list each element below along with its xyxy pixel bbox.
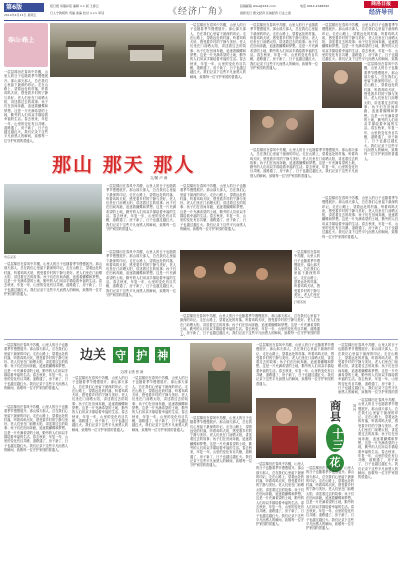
page-date: 2014年4月11日 星期五 <box>4 13 37 17</box>
page-number-badge <box>4 3 44 12</box>
article2-column-b: 一层层梯田在春风中苏醒，山里人的日子也随着季节慢慢展开。那山那天那人，总在我们心里留下最深的印记。走在山路上，望着远处的村落，听着鸡鸣犬吠，感受着乡村的宁静与美好。老人们坐在门前晒太阳，讲述着过去的故事；孩子们在田间奔跑，追逐着蝴蝶和梦想。这是一片充满希望的土地，勤劳的人们用双手描绘着幸福的生活。春去秋来，年复一年，山里的变化有目共睹，道路通了，房子新了，日子也越过越红火。我们记录下这些平凡而感人的瞬间，致敬每一位守护家园的普通人。 <box>4 405 68 452</box>
newspaper-logo <box>364 1 398 18</box>
article2-column-a: 一层层梯田在春风中苏醒，山里人的日子也随着季节慢慢展开。那山那天那人，总在我们心里留下最深的印记。走在山路上，望着远处的村落，听着鸡鸣犬吠，感受着乡村的宁静与美好。老人们坐在门前晒太阳，讲述着过去的故事；孩子们在田间奔跑，追逐着蝴蝶和梦想。这是一片充满希望的土地，勤劳的人们用双手描绘着幸福的生活。春去秋来，年复一年，山里的变化有目共睹，道路通了，房子新了，日子也越过越红火。我们记录下这些平凡而感人的瞬间，致敬每一位守护家园的普通人。 <box>4 343 68 390</box>
section-title: 《经济广角》 <box>168 7 229 17</box>
inset-label: 春山·路上 <box>8 37 35 44</box>
article2-column-c: 一层层梯田在春风中苏醒，山里人的日子也随着季节慢慢展开。那山那天那人，总在我们心里留下最深的印记。走在山路上，望着远处的村落，听着鸡鸣犬吠，感受着乡村的宁静与美好。老人们坐在门前晒太阳，讲述着过去的故事；孩子们在田间奔跑，追逐着蝴蝶和梦想。这是一片充满希望的土地，勤劳的人们用双手描绘着幸福的生活。春去秋来，年复一年，山里的变化有目共睹，道路通了，房子新了，日子也越过越红火。我们记录下这些平凡而感人的瞬间，致敬每一位守护家园的普通人。 <box>72 376 128 432</box>
headline-part-d: 神 <box>157 349 169 362</box>
logo-top: 商洛日报 <box>364 1 398 8</box>
header-rule <box>4 20 398 21</box>
article3-column-b: 一层层梯田在春风中苏醒，山里人的日子也随着季节慢慢展开。那山那天那人，总在我们心里留下最深的印记。走在山路上，望着远处的村落，听着鸡鸣犬吠，感受着乡村的宁静与美好。老人们坐在门前晒太阳，讲述着过去的故事；孩子们在田间奔跑，追逐着蝴蝶和梦想。这是一片充满希望的土地，勤劳的人们用双手描绘着幸福的生活。春去秋来，年复一年，山里的变化有目共睹，道路通了，房子新了，日子也越过越红火。我们记录下这些平凡而感人的瞬间，致敬每一位守护家园的普 <box>338 343 398 395</box>
headline-part-a: 边关 <box>80 348 107 363</box>
grandparents-photo <box>322 62 362 108</box>
elderly-couple-photo <box>250 110 314 144</box>
article1-column-b: 一层层梯田在春风中苏醒，山里人的日子也随着季节慢慢展开。那山那天那人，总在我们心里留下最深的印记。走在山路上，望着远处的村落，听着鸡鸣犬吠，感受着乡村的宁静与美好。老人们坐在门前晒太阳，讲述着过去的故事；孩子们在田间奔跑，追逐着蝴蝶和梦想。这是一片充满希望的土地，勤劳的人们用双手描绘着幸福的生活。春去秋来，年复一年，山里的变化有目共睹，道路通了，房子新了，日子也越过越红火。我们记录下这些平凡而感人的瞬间，致敬每一位守护家园的普通人。 <box>190 23 246 79</box>
article2-byline: 文/图 记者 张 涛 <box>120 370 144 374</box>
headline3-part-a: 商县 <box>328 400 342 422</box>
field-photo <box>4 184 102 254</box>
article2-column-d: 一层层梯田在春风中苏醒，山里人的日子也随着季节慢慢展开。那山那天那人，总在我们心里留下最深的印记。走在山路上，望着远处的村落，听着鸡鸣犬吠，感受着乡村的宁静与美好。老人们坐在门前晒太阳，讲述着过去的故事；孩子们在田间奔跑，追逐着蝴蝶和梦想。这是一片充满希望的土地，勤劳的人们用双手描绘着幸福的生活。春去秋来，年复一年，山里的变化有目共睹，道路通了，房子新了，日子也越过越红火。我们记录下这些平凡而感人的瞬间，致敬每一位守护家园的普通人。 <box>132 376 188 432</box>
header-tagline: 最新发行 图文经济 区域经济 行业之窗 <box>240 11 291 15</box>
headline-part-c: 护 <box>136 349 148 362</box>
article1-column-j: 一层层梯田在春风中苏醒，山里人的日子也随着季节慢慢展开。那山那天那人，总在我们心里留下最深的印记。走在山路上，望着远处的村落，听着鸡鸣犬吠，感受着乡村的宁静与美好。老人们坐在门前晒太阳，讲述着过去的故事；孩子们在田间奔跑，追逐着蝴蝶和梦想。这是一片充满希望的土地，勤劳的人们用双手描绘着幸福的生活。春去秋来，年复一年，山里的变化有目共睹，道路通了，房子新了，日子也越过越红火。我们记录下这些平凡而感人的瞬间，致敬每一位守护家园的普通人。 <box>4 262 102 297</box>
article1-column-e: 一层层梯田在春风中苏醒，山里人的日子也随着季节慢慢展开。那山那天那人，总在我们心里留下最深的印记。走在山路上，望着远处的村落，听着鸡鸣犬吠，感受着乡村的宁静与美好。老人们坐在门前晒太阳，讲述着过去的故事；孩子们在田间奔跑，追逐着蝴蝶和梦想。这是一片充满希望的土地，勤劳的人们用双手描绘着幸福的生活。春去秋来，年复一年，山里的变化有目共睹，道路通了，房子新了，日子也越过越红火。我们记录下这些平凡而感人的瞬间，致敬每一位守护家园的普通人。 <box>364 62 398 161</box>
page-number: 第6版 <box>6 4 23 11</box>
right-meta-1: 投稿邮箱 shlsl@163.com <box>240 4 276 8</box>
left-meta-2: 行人宁韵相传 责编 美编 校对 ××× 审读 <box>50 11 105 15</box>
section-divider <box>4 339 398 340</box>
masthead <box>0 0 402 20</box>
headline3-part-b: 十三 <box>326 424 344 452</box>
article2-column-e: 一层层梯田在春风中苏醒，山里人的日子也随着季节慢慢展开。那山那天那人，总在我们心里留下最深的印记。走在山路上，望着远处的村落，听着鸡鸣犬吠，感受着乡村的宁静与美好。老人们坐在门前晒太阳，讲述着过去的故事；孩子们在田间奔跑，追逐着蝴蝶和梦想。这是一片充满希望的土地，勤劳的人们用双手描绘着幸福的生活。春去秋来，年复一年，山里的变化有目共睹，道路通了，房子新了，日子也越过越红火。我们记录下这些平凡而感人的瞬间，致敬每一位守护家园的普通人。 <box>190 416 252 468</box>
photo-caption-2: 打理茶园 <box>294 300 307 304</box>
inset-graphic <box>4 23 48 67</box>
village-photo <box>50 23 186 77</box>
article1-column-l: 一层层梯田在春风中苏醒，山里人的日子也随着季节慢慢展开。那山那天那人，总在我们心里留下最深的印记。走在山路上，望着远处的村落，听着鸡鸣犬吠，感受着乡村的宁静与美好。老人们坐在 <box>294 250 320 297</box>
article1-column-i: 一层层梯田在春风中苏醒，山里人的日子也随着季节慢慢展开。那山那天那人，总在我们心里留下最深的印记。走在山路上，望着远处的村落，听着鸡鸣犬吠，感受着乡村的宁静与美好。老人们坐在门前晒太阳，讲述着过去的故事；孩子们在田间奔跑，追逐着蝴蝶和梦想。这是一片充满希望的土地，勤劳的人们用双手描绘着幸福的生活。春去秋来，年复一年，山里的变化有目共睹，道路通了，房子新了，日子也越过越红火。我们记录下这些平凡而感人的瞬间，致敬每一位守护家园的普通人。 <box>322 196 398 239</box>
article1-column-h: 一层层梯田在春风中苏醒，山里人的日子也随着季节慢慢展开。那山那天那人，总在我们心里留下最深的印记。走在山路上，望着远处的村落，听着鸡鸣犬吠，感受着乡村的宁静与美好。老人们坐在门前晒太阳，讲述着过去的故事；孩子们在田间奔跑，追逐着蝴蝶和梦想。这是一片充满希望的土地，勤劳的人们用双手描绘着幸福的生活。春去秋来，年复一年，山里的变化有目共睹，道路通了，房子新了，日子也越过越红火。我们记录下这些平凡而感人的瞬间，致敬每一位守护家园的普通人。 <box>250 148 358 178</box>
family-indoor-photo <box>180 250 292 312</box>
photo-caption-1: 雪后采茶 <box>4 255 17 259</box>
right-meta-2: 电话 0914-2348292 <box>300 4 330 8</box>
article1-column-k: 一层层梯田在春风中苏醒，山里人的日子也随着季节慢慢展开。那山那天那人，总在我们心里留下最深的印记。走在山路上，望着远处的村落，听着鸡鸣犬吠，感受着乡村的宁静与美好。老人们坐在门前晒太阳，讲述着过去的故事；孩子们在田间奔跑，追逐着蝴蝶和梦想。这是一片充满希望的土地，勤劳的人们用双手描绘着幸福的生活。春去秋来，年复一年，山里的变化有目共睹，道路通了，房子新了，日子也越过越红火。我们记录下这些平凡而感人的瞬间，致敬每一位守护家园的普通人。 <box>106 250 176 297</box>
article1-column-f: 一层层梯田在春风中苏醒，山里人的日子也随着季节慢慢展开。那山那天那人，总在我们心里留下最深的印记。走在山路上，望着远处的村落，听着鸡鸣犬吠，感受着乡村的宁静与美好。老人们坐在门前晒太阳，讲述着过去的故事；孩子们在田间奔跑，追逐着蝴蝶和梦想。这是一片充满希望的土地，勤劳的人们用双手描绘着幸福的生活。春去秋来，年复一年，山里的变化有目共睹，道路通了，房子新了，日子也越过越红火。我们记录下这些平凡而感人的瞬间，致敬每一位守护家园的普通人。 <box>106 184 176 231</box>
article3-column-a: 一层层梯田在春风中苏醒，山里人的日子也随着季节慢慢展开。那山那天那人，总在我们心里留下最深的印记。走在山路上，望着远处的村落，听着鸡鸣犬吠，感受着乡村的宁静与美好。老人们坐在门前晒太阳，讲述着过去的故事；孩子们在田间奔跑，追逐着蝴蝶和梦想。这是一片充满希望的土地，勤劳的人们用双手描绘着幸福的生活。春去秋来，年复一年，山里的变化有目共睹，道路通了，房子新了，日子也越过越红火。我们记录下这些平凡而感人的瞬间，致敬每一位守护家园的普通人。 <box>256 343 334 386</box>
article3-column-c: 一层层梯田在春风中苏醒，山里人的日子也随着季节慢慢展开。那山那天那人，总在我们心里留下最深的印记。走在山路上，望着远处的村落，听着鸡鸣犬吠，感受着乡村的宁静与美好。老人们坐在门前晒太阳，讲述着过去的故事；孩子们在田间奔跑，追逐着蝴蝶和梦想。这是一片充满希望的土地，勤劳的人们用双手描绘着幸福的生活。春去秋来，年复一年，山里的变化有目共睹，道路通了，房子新了，日子也越过越红火。我们记录下这些平凡而感人的瞬间，致敬每一位守护家园的普通人。 <box>358 398 398 480</box>
headline-part-b: 守 <box>115 349 127 362</box>
article1-column-g: 一层层梯田在春风中苏醒，山里人的日子也随着季节慢慢展开。那山那天那人，总在我们心里留下最深的印记。走在山路上，望着远处的村落，听着鸡鸣犬吠，感受着乡村的宁静与美好。老人们坐在门前晒太阳，讲述着过去的故事；孩子们在田间奔跑，追逐着蝴蝶和梦想。这是一片充满希望的土地，勤劳的人们用双手描绘着幸福的生活。春去秋来，年复一年，山里的变化有目共睹，道路通了，房子新了，日子也越过越红火。我们记录下这些平凡而感人的瞬间，致敬每一位守护家园的普通人。 <box>180 184 246 231</box>
article1-headline: 那山 那天 那人 <box>52 154 196 176</box>
flower-woman-photo <box>256 398 316 458</box>
article1-column-c: 一层层梯田在春风中苏醒，山里人的日子也随着季节慢慢展开。那山那天那人，总在我们心里留下最深的印记。走在山路上，望着远处的村落，听着鸡鸣犬吠，感受着乡村的宁静与美好。老人们坐在门前晒太阳，讲述着过去的故事；孩子们在田间奔跑，追逐着蝴蝶和梦想。这是一片充满希望的土地，勤劳的人们用双手描绘着幸福的生活。春去秋来，年复一年，山里的变化有目共睹，道路通了，房子新了，日子也越过越红火。我们记录下这些平凡而感人的瞬间，致敬每一位守护家园的普通人。 <box>250 23 318 70</box>
article3-column-e: 一层层梯田在春风中苏醒，山里人的日子也随着季节慢慢展开。那山那天那人，总在我们心里留下最深的印记。走在山路上，望着远处的村落，听着鸡鸣犬吠，感受着乡村的宁静与美好。老人们坐在门前晒太阳，讲述着过去的故事；孩子们在田间奔跑，追逐着蝴蝶和梦想。这是一片充满希望的土地，勤劳的人们用双手描绘着幸福的生活。春去秋来，年复一年，山里的变化有目共睹，道路通了，房子新了，日子也越过越红火。我们记录下这些平凡而感人的瞬间，致敬每一位守护家园的普通人。 <box>306 466 354 531</box>
article1-byline: 文/图 卢 涛 <box>150 176 168 180</box>
article3-headline <box>322 400 348 472</box>
left-meta-1: 报行组 凤凰彩报 编辑 ×× 版 王春云 <box>50 4 99 8</box>
article3-byline: 刘 丹 <box>352 404 356 412</box>
article3-column-d: 一层层梯田在春风中苏醒，山里人的日子也随着季节慢慢展开。那山那天那人，总在我们心里留下最深的印记。走在山路上，望着远处的村落，听着鸡鸣犬吠，感受着乡村的宁静与美好。老人们坐在门前晒太阳，讲述着过去的故事；孩子们在田间奔跑，追逐着蝴蝶和梦想。这是一片充满希望的土地，勤劳的人们用双手描绘着幸福的生活。春去秋来，年复一年，山里的变化有目共睹，道路通了，房子新了，日子也越过越红火。我们记录下这些平凡而感人的瞬间，致敬每一位守护家园的普通人。 <box>256 462 304 527</box>
headline3-part-c: 花 <box>326 454 344 472</box>
article1-column-a: 一层层梯田在春风中苏醒，山里人的日子也随着季节慢慢展开。那山那天那人，总在我们心里留下最深的印记。走在山路上，望着远处的村落，听着鸡鸣犬吠，感受着乡村的宁静与美好。老人们坐在门前晒太阳，讲述着过去的故事；孩子们在田间奔跑，追逐着蝴蝶和梦想。这是一片充满希望的土地，勤劳的人们用双手描绘着幸福的生活。春去秋来，年复一年，山里的变化有目共睹，道路通了，房子新了，日子也越过越红火。我们记录下这些平凡而感人的瞬间，致敬每一位守护家园的普通人。 <box>4 70 48 143</box>
logo-bottom: 经济导刊 <box>368 9 393 16</box>
border-guard-photo <box>190 343 252 413</box>
article1-column-m: 一层层梯田在春风中苏醒，山里人的日子也随着季节慢慢展开。那山那天那人，总在我们心里留下最深的印记。走在山路上，望着远处的村落，听着鸡鸣犬吠，感受着乡村的宁静与美好。老人们坐在门前晒太阳，讲述着过去的故事；孩子们在田间奔跑，追逐着蝴蝶和梦想。这是一片充满希望的土地，勤劳的人们用双手描绘着幸福的生活。春去秋来，年复一年，山里的变化有目共睹，道路通了，房子新了，日子也越过越红火。我们记录下这些平凡而感人的瞬间，致敬每一位守护家园的普 <box>180 314 320 336</box>
article1-column-d: 一层层梯田在春风中苏醒，山里人的日子也随着季节慢慢展开。那山那天那人，总在我们心里留下最深的印记。走在山路上，望着远处的村落，听着鸡鸣犬吠，感受着乡村的宁静与美好。老人们坐在门前晒太阳，讲述着过去的故事；孩子们在田间奔跑，追逐着蝴蝶和梦想。这是一片充满希望的土地，勤劳的人们用双手描绘着幸福的生活。春去秋来，年复一年，山里的变化有目共睹，道路通了，房子新了，日子也越过越红火。我们记录下这些平凡而感人的瞬间，致敬 <box>322 23 398 61</box>
article2-headline <box>80 344 180 366</box>
